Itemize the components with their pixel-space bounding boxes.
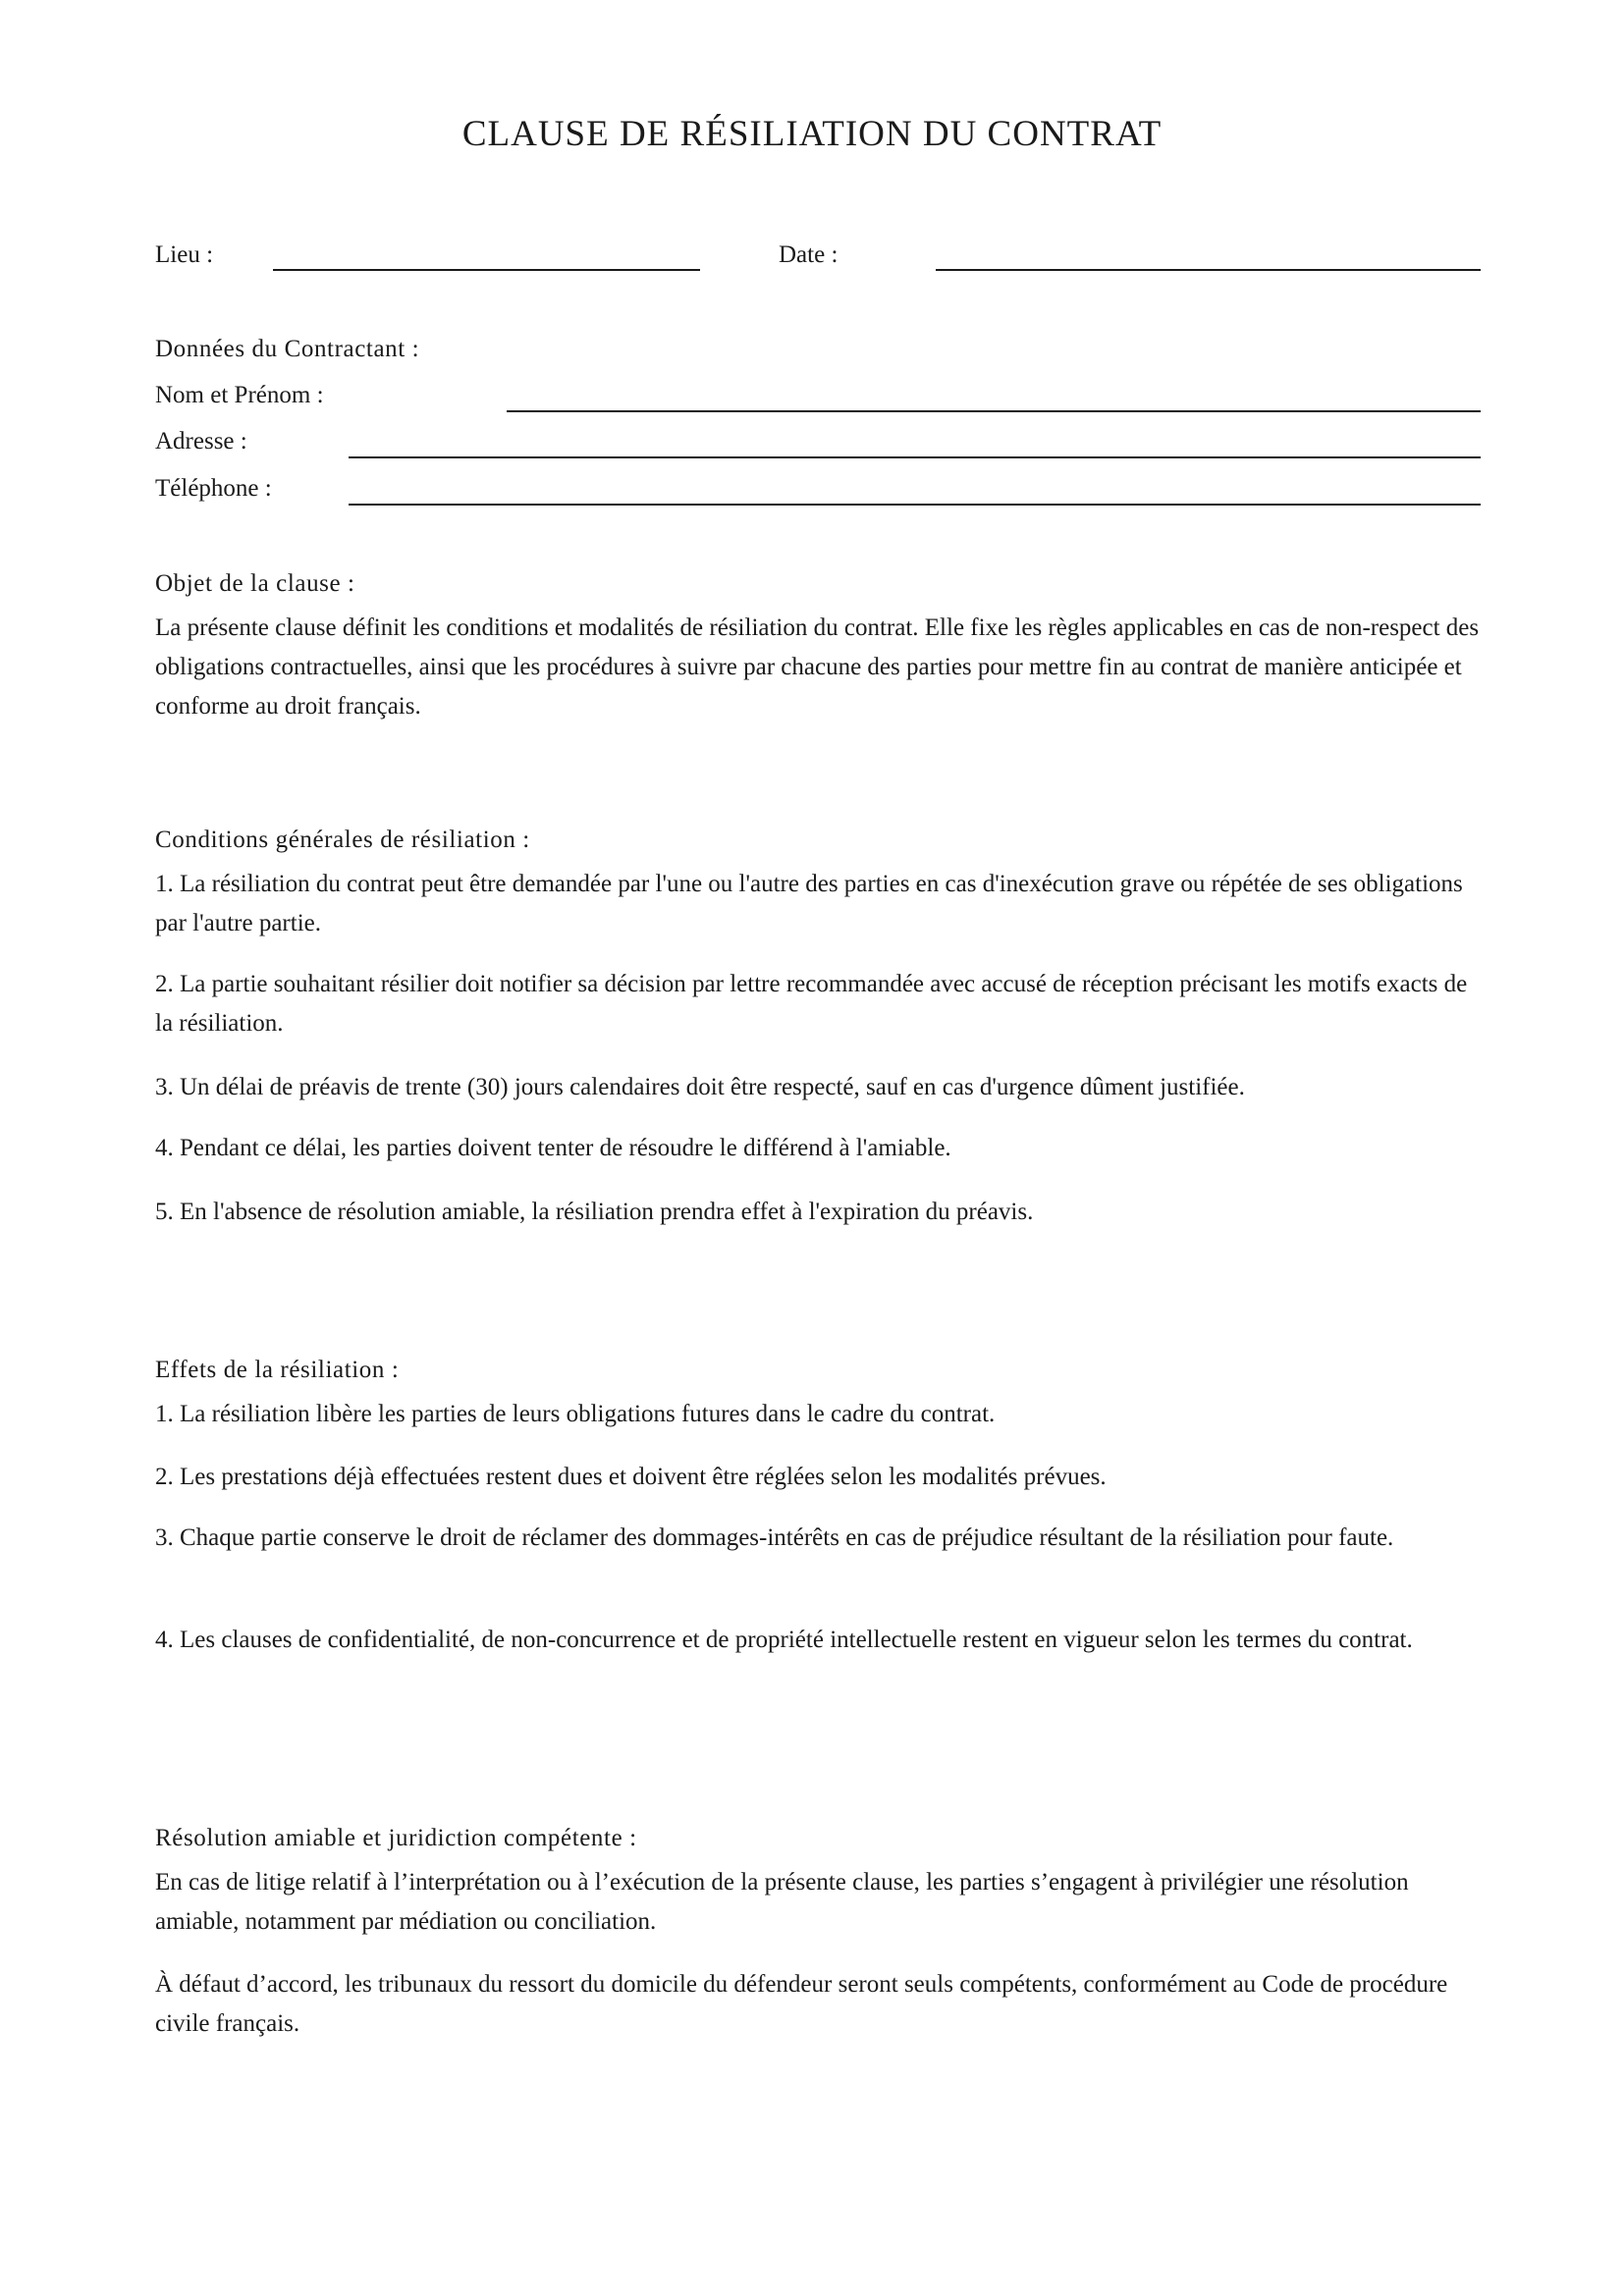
resolution-paragraph-2: À défaut d’accord, les tribunaux du ressort du domicile du défendeur seront seuls compétents, conformément au Code de procédure civile français. (155, 1971, 1448, 2037)
effets-item-1: 1. La résiliation libère les parties de leurs obligations futures dans le cadre du contrat. (155, 1401, 996, 1427)
resolution-heading: Résolution amiable et juridiction compétente : (155, 1825, 637, 1851)
effets-item-4: 4. Les clauses de confidentialité, de non-concurrence et de propriété intellectuelle restent en vigueur selon les termes du contrat. (155, 1627, 1413, 1653)
conditions-item-1: 1. La résiliation du contrat peut être demandée par l'une ou l'autre des parties en cas d'inexécution grave ou répétée de ses obligations par l'autre partie. (155, 871, 1463, 936)
address-field[interactable] (349, 456, 1481, 458)
conditions-item-5: 5. En l'absence de résolution amiable, la résiliation prendra effet à l'expiration du préavis. (155, 1199, 1034, 1225)
resolution-paragraph-1: En cas de litige relatif à l’interprétation ou à l’exécution de la présente clause, les parties s’engagent à privilégier une résolution amiable, notamment par médiation ou conciliation. (155, 1869, 1409, 1935)
objet-heading: Objet de la clause : (155, 570, 355, 597)
conditions-item-3: 3. Un délai de préavis de trente (30) jours calendaires doit être respecté, sauf en cas d'urgence dûment justifiée. (155, 1074, 1245, 1100)
date-field[interactable] (936, 269, 1481, 271)
conditions-item-4: 4. Pendant ce délai, les parties doivent tenter de résoudre le différend à l'amiable. (155, 1135, 951, 1161)
name-field[interactable] (507, 410, 1481, 412)
phone-field[interactable] (349, 504, 1481, 506)
effets-heading: Effets de la résiliation : (155, 1357, 400, 1383)
lieu-field[interactable] (273, 269, 700, 271)
contractant-heading: Données du Contractant : (155, 336, 420, 362)
lieu-label: Lieu : (155, 241, 214, 268)
document-title: CLAUSE DE RÉSILIATION DU CONTRAT (461, 114, 1163, 154)
effets-item-2: 2. Les prestations déjà effectuées restent dues et doivent être réglées selon les modalités prévues. (155, 1464, 1107, 1490)
address-label: Adresse : (155, 428, 247, 454)
name-label: Nom et Prénom : (155, 382, 324, 408)
conditions-heading: Conditions générales de résiliation : (155, 827, 530, 853)
effets-item-3: 3. Chaque partie conserve le droit de réclamer des dommages-intérêts en cas de préjudice résultant de la résiliation pour faute. (155, 1524, 1394, 1551)
conditions-item-2: 2. La partie souhaitant résilier doit notifier sa décision par lettre recommandée avec accusé de réception précisant les motifs exacts de la résiliation. (155, 971, 1468, 1037)
date-label: Date : (779, 241, 839, 268)
objet-paragraph: La présente clause définit les conditions et modalités de résiliation du contrat. Elle fixe les règles applicables en cas de non-respect des obligations contractuelles, ainsi que les procédures à suivre par chacune des parties pour mettre fin au contrat de manière anticipée et conforme au droit français. (155, 614, 1480, 720)
phone-label: Téléphone : (155, 475, 272, 502)
